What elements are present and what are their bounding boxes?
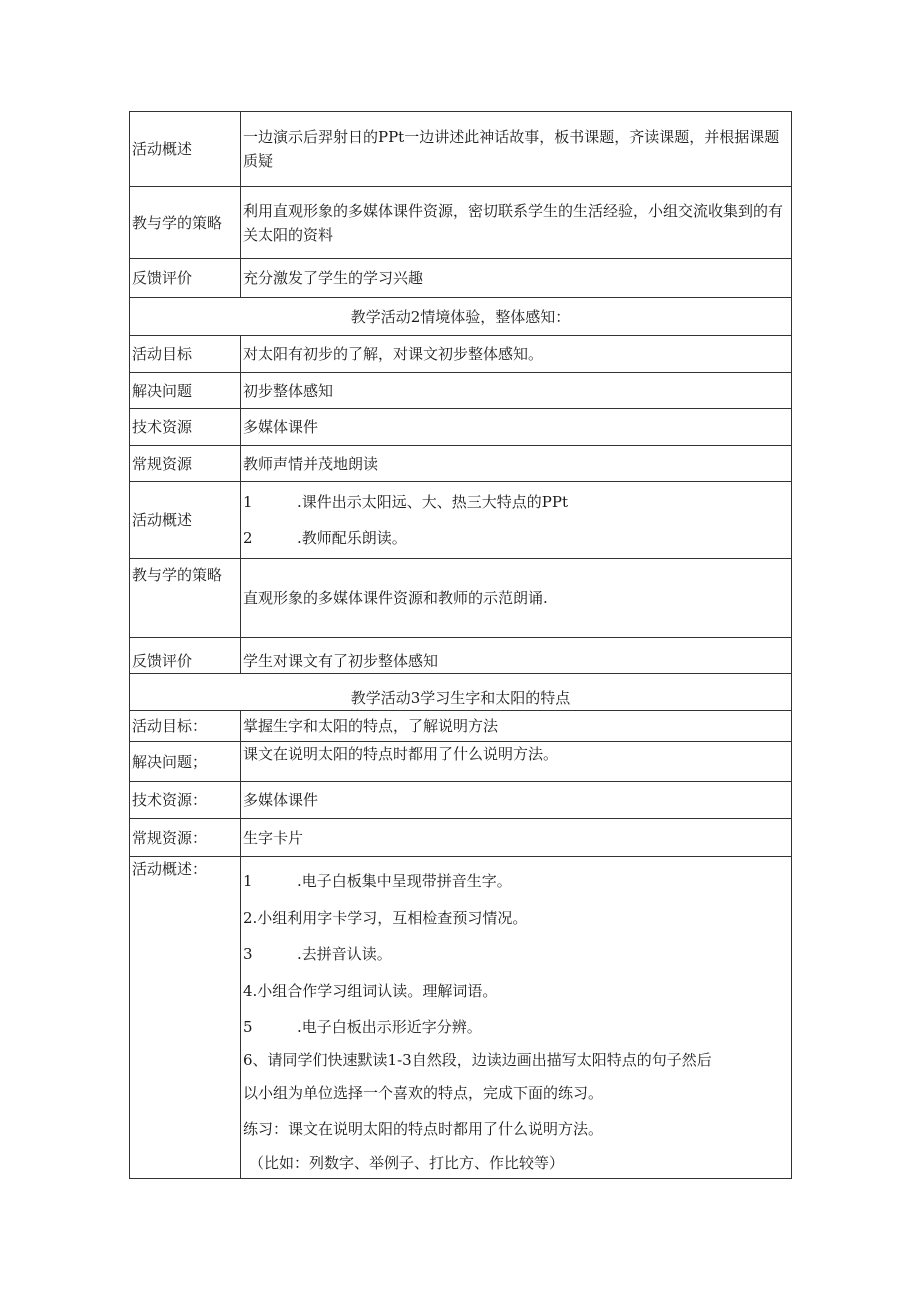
list-text: .去拼音认读。 — [297, 945, 392, 963]
section-header-row — [130, 298, 792, 336]
row-label: 活动概述 — [130, 482, 241, 559]
list-number: 1 — [243, 493, 253, 511]
row-label: 活动目标 — [130, 336, 241, 373]
list-item: 4.小组合作学习组词认读。理解词语。 — [243, 981, 498, 1000]
table-row — [130, 857, 792, 1179]
section-header-row — [130, 674, 792, 711]
table-row — [130, 711, 792, 742]
row-content: 一边演示后羿射日的PPt一边讲述此神话故事，板书课题，齐读课题，并根据课题质疑 — [241, 112, 792, 187]
table-row — [130, 336, 792, 373]
list-item — [243, 1009, 787, 1046]
section-title: 教学活动3学习生字和太阳的特点 — [130, 674, 792, 711]
list-number: 1 — [243, 872, 253, 890]
list-number: 2 — [243, 529, 253, 547]
list-item — [243, 520, 787, 556]
list-item: 以小组为单位选择一个喜欢的特点，完成下面的练习。 — [243, 1083, 604, 1102]
table-row — [130, 187, 792, 259]
row-label: 反馈评价 — [130, 259, 241, 298]
row-label: 解决问题； — [130, 742, 241, 782]
list-item: 2.小组利用字卡学习，互相检查预习情况。 — [243, 908, 528, 927]
row-content: 掌握生字和太阳的特点，了解说明方法 — [241, 711, 792, 742]
table-row — [130, 782, 792, 819]
row-label: 常规资源 — [130, 446, 241, 482]
row-label: 活动概述： — [130, 857, 241, 1179]
list-item — [243, 484, 787, 520]
list-text: .课件出示太阳远、大、热三大特点的PPt — [297, 493, 568, 511]
list-item: （比如：列数字、举例子、打比方、作比较等） — [249, 1153, 565, 1172]
row-content-list — [241, 857, 792, 1179]
row-content: 课文在说明太阳的特点时都用了什么说明方法。 — [241, 742, 792, 782]
row-content: 多媒体课件 — [241, 409, 792, 446]
table-row — [130, 742, 792, 782]
list-text: .电子白板集中呈现带拼音生字。 — [297, 872, 512, 890]
row-label: 常规资源： — [130, 819, 241, 857]
list-number: 5 — [243, 1018, 253, 1036]
table-row — [130, 373, 792, 409]
table-row — [130, 112, 792, 187]
row-label: 活动概述 — [130, 112, 241, 187]
table-row — [130, 482, 792, 559]
row-content: 学生对课文有了初步整体感知 — [241, 638, 792, 674]
row-content: 利用直观形象的多媒体课件资源，密切联系学生的生活经验，小组交流收集到的有关太阳的资料 — [241, 187, 792, 259]
list-item — [243, 863, 787, 900]
row-label: 技术资源： — [130, 782, 241, 819]
row-content: 初步整体感知 — [241, 373, 792, 409]
row-label: 教与学的策略 — [130, 559, 241, 638]
row-label: 反馈评价 — [130, 638, 241, 674]
table-row — [130, 559, 792, 638]
row-content: 直观形象的多媒体课件资源和教师的示范朗诵. — [241, 559, 792, 638]
row-content: 多媒体课件 — [241, 782, 792, 819]
row-label: 教与学的策略 — [130, 187, 241, 259]
list-item: 练习：课文在说明太阳的特点时都用了什么说明方法。 — [243, 1120, 604, 1138]
row-content: 对太阳有初步的了解，对课文初步整体感知。 — [241, 336, 792, 373]
lesson-plan-table — [129, 111, 792, 1179]
row-label: 活动目标： — [130, 711, 241, 742]
section-title: 教学活动2情境体验，整体感知： — [130, 298, 792, 336]
table-row — [130, 819, 792, 857]
list-number: 3 — [243, 945, 253, 963]
row-content: 充分激发了学生的学习兴趣 — [241, 259, 792, 298]
row-content: 生字卡片 — [241, 819, 792, 857]
row-label: 技术资源 — [130, 409, 241, 446]
table-row — [130, 259, 792, 298]
row-content-list — [241, 482, 792, 559]
list-text: .电子白板出示形近字分辨。 — [297, 1018, 482, 1036]
row-label: 解决问题 — [130, 373, 241, 409]
row-content: 教师声情并茂地朗读 — [241, 446, 792, 482]
table-row — [130, 638, 792, 674]
list-item — [243, 936, 787, 973]
table-row — [130, 409, 792, 446]
list-text: .教师配乐朗读。 — [297, 529, 407, 547]
table-row — [130, 446, 792, 482]
list-item: 6、请同学们快速默读1-3自然段，边读边画出描写太阳特点的句子然后 — [243, 1050, 712, 1069]
